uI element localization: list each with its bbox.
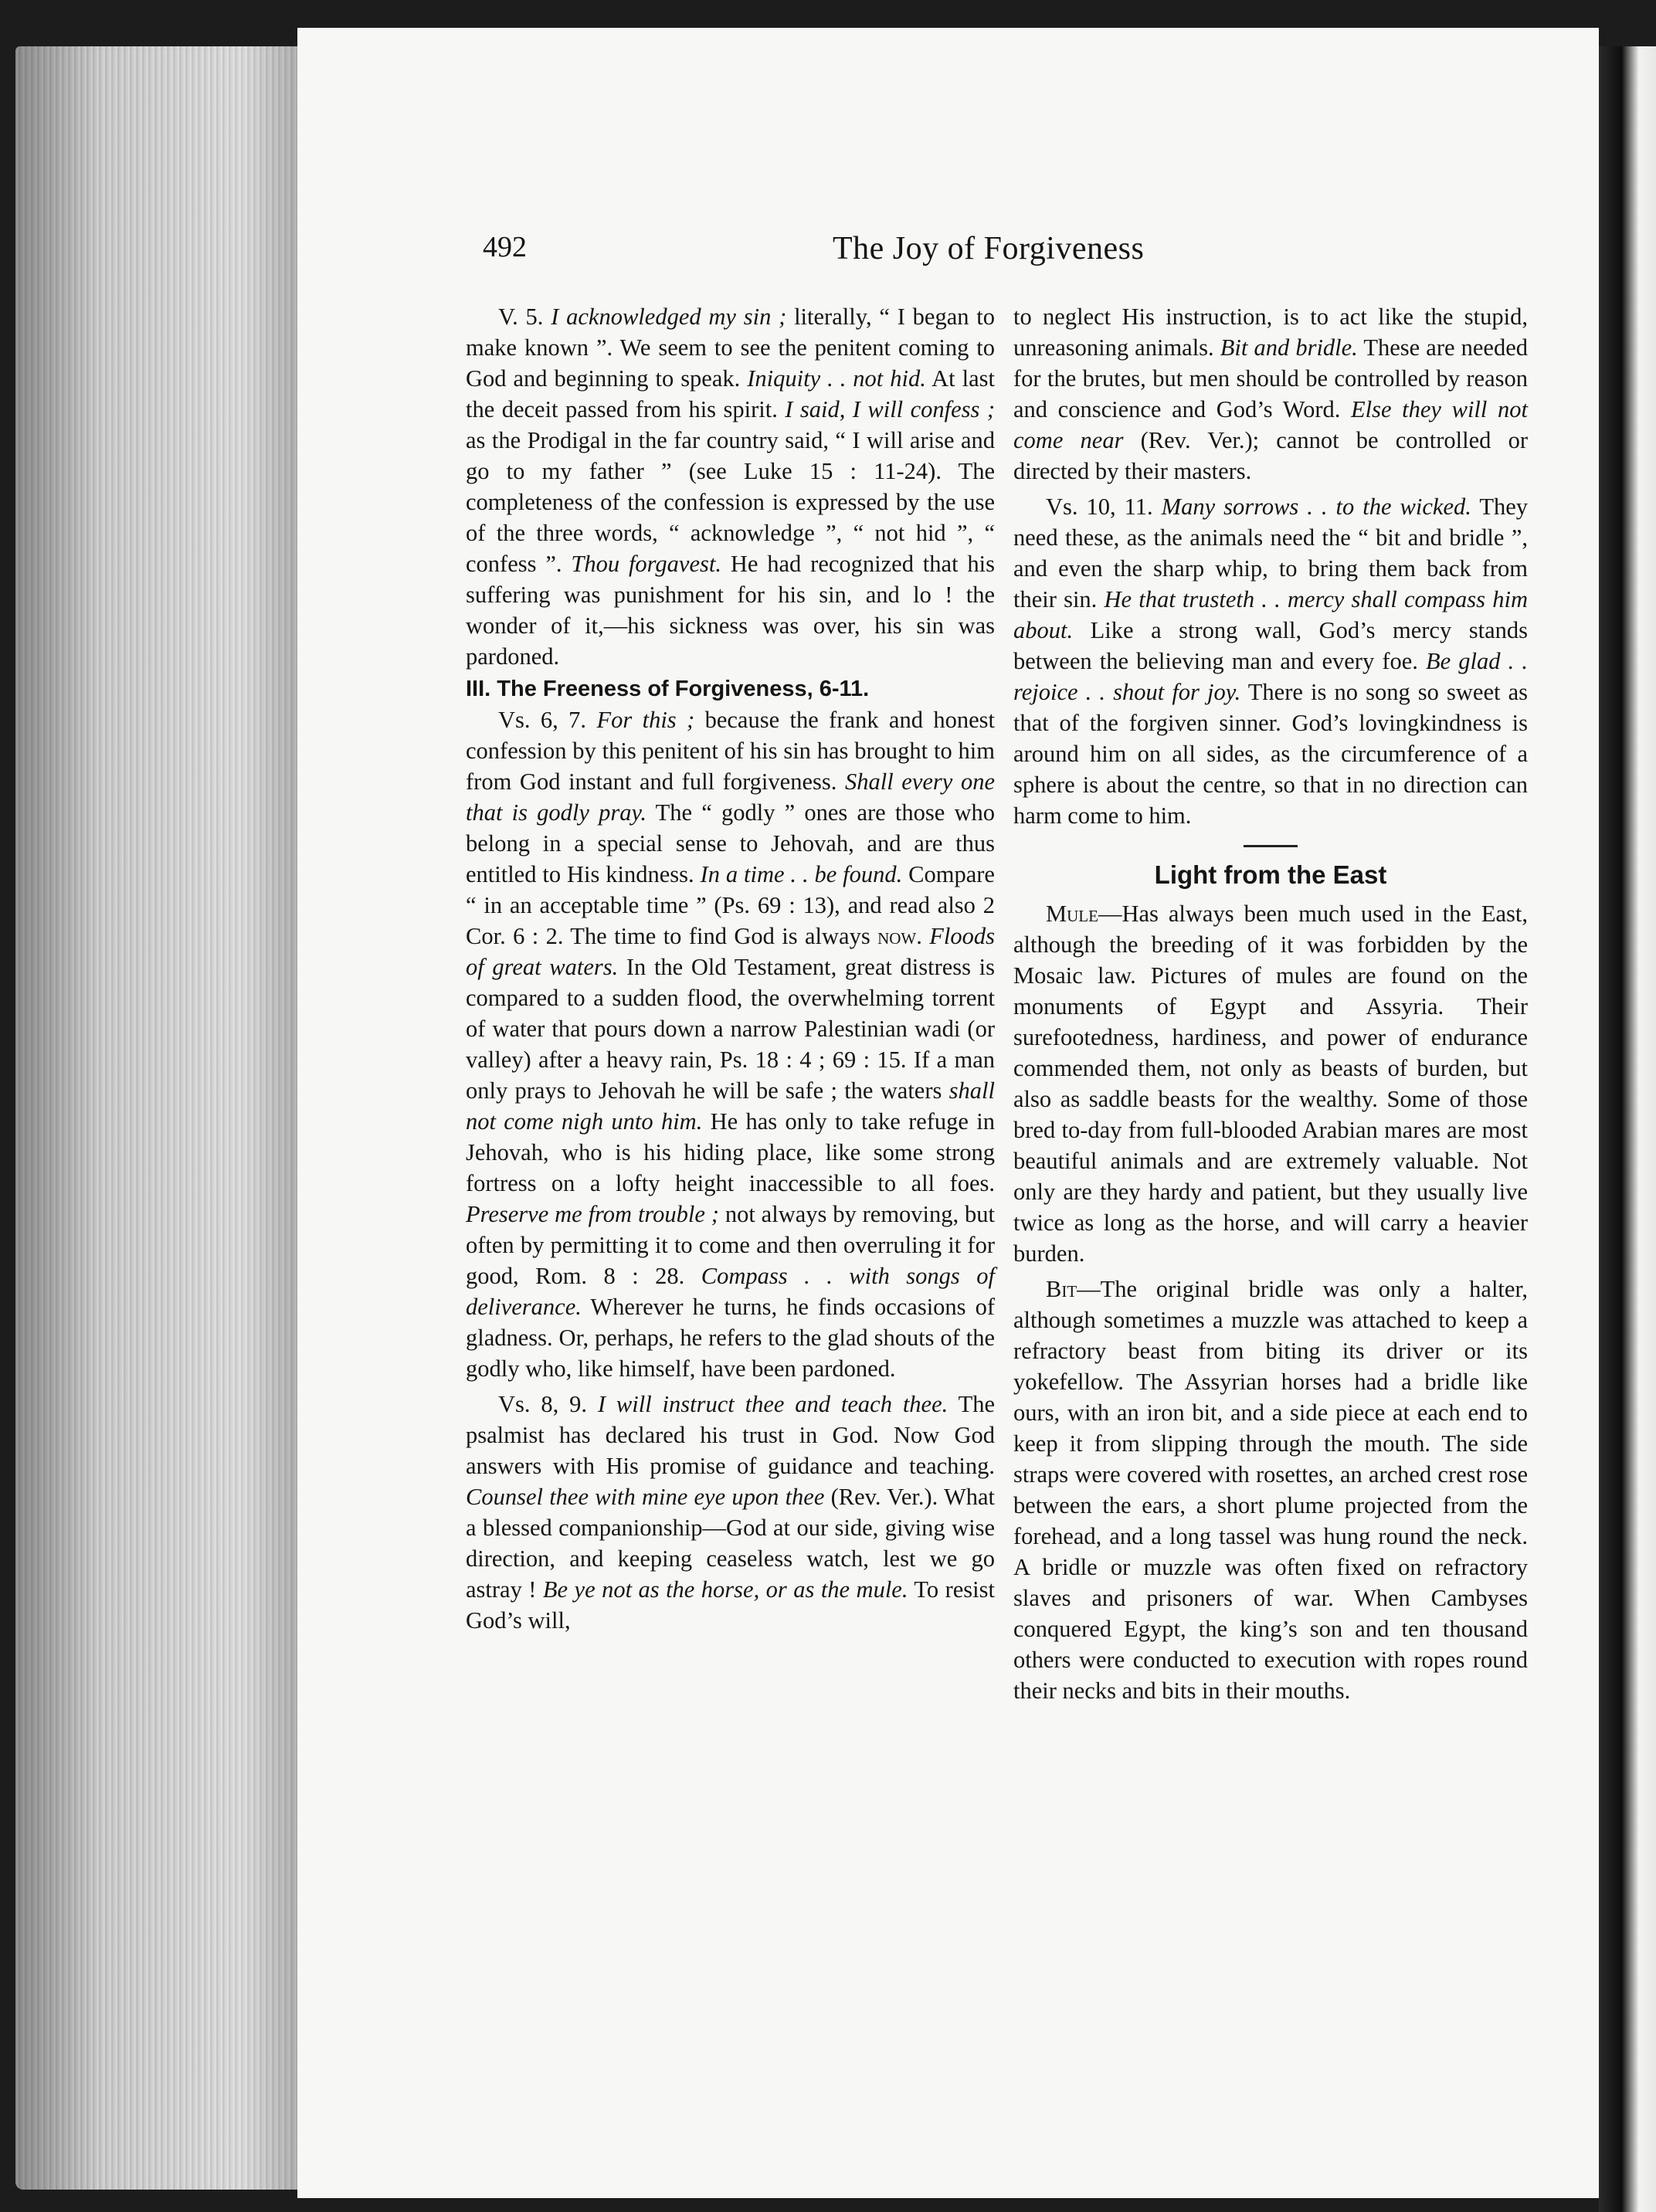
text-run: because the frank and honest confession by this penitent of his sin has brought to him from God instant and full forgiveness. [466, 707, 995, 795]
text-run: . [916, 923, 930, 949]
text-run: literally, “ I began to make known ”. We seem to see the penitent coming to God and beginning to speak. [466, 304, 995, 392]
text-run: Mule [1046, 901, 1098, 927]
page-header [483, 230, 1255, 276]
italic-text-run: Iniquity . . not hid. [747, 365, 926, 392]
section-heading: III. The Freeness of Forgiveness, 6-11. [466, 677, 870, 701]
text-run: Vs. 8, 9. [498, 1391, 598, 1417]
text-run: The “ godly ” ones are those who belong in a special sense to Jehovah, and are thus entitled to His kindness. [466, 799, 995, 887]
paragraph-verse-5 [466, 301, 995, 672]
italic-text-run: Shall every one that is godly pray. [466, 768, 995, 826]
italic-text-run: In a time . . be found. [700, 861, 903, 887]
italic-text-run: He that trusteth . . mercy shall compass him about. [1013, 586, 1528, 643]
text-run: Compare “ in an acceptable time ” (Ps. 69 : 13), and read also 2 Cor. 6 : 2. The time to find God is always [466, 861, 995, 949]
text-run: not always by removing, but often by permitting it to come and then overruling it for good, Rom. 8 : 28. [466, 1201, 995, 1289]
text-run: He has only to take refuge in Jehovah, who is his hiding place, like some strong fortress on a lofty height inaccessible to all foes. [466, 1108, 995, 1196]
running-title: The Joy of Forgiveness [833, 231, 1145, 266]
text-run: Wherever he turns, he finds occasions of gladness. Or, perhaps, he refers to the glad shouts of the godly who, like himself, have been pardoned. [466, 1294, 995, 1382]
text-run: (Rev. Ver.); cannot be controlled or directed by their masters. [1013, 427, 1528, 484]
paragraph-bit [1013, 1274, 1528, 1706]
italic-text-run: Bit and bridle. [1220, 334, 1358, 361]
italic-text-run: Thou forgavest. [571, 551, 721, 577]
italic-text-run: Counsel thee with mine eye upon thee [466, 1484, 825, 1510]
paragraph-verses-6-7 [466, 704, 995, 1384]
book-right-edge [1599, 46, 1656, 2212]
text-run: They need these, as the animals need the “ bit and bridle ”, and even the sharp whip, to bring them back from their sin. [1013, 494, 1528, 612]
text-run: Bit [1046, 1276, 1077, 1302]
section-divider [1244, 845, 1298, 847]
text-run: These are needed for the brutes, but men should be controlled by reason and conscience and God’s Word. [1013, 334, 1528, 422]
right-column [1013, 301, 1528, 1706]
italic-text-run: Be glad . . rejoice . . shout for joy. [1013, 648, 1528, 705]
text-run: Vs. 10, 11. [1046, 494, 1162, 520]
text-run: At last the deceit passed from his spirit. [466, 365, 995, 422]
italic-text-run: Floods of great waters. [466, 923, 995, 980]
text-run: The psalmist has declared his trust in God. Now God answers with His promise of guidance and teaching. [466, 1391, 996, 1479]
text-run: To resist God’s will, [466, 1576, 995, 1634]
italic-text-run: Be ye not as the horse, or as the mule. [542, 1576, 908, 1603]
book-edge-shadow [15, 46, 301, 2190]
text-run: There is no song so sweet as that of the forgiven sinner. God’s lovingkindness is around him on all sides, as the circumference of a sphere is about the centre, so that in no direction can harm come to him. [1013, 679, 1528, 829]
italic-text-run: Else they will not come near [1013, 396, 1528, 453]
paragraph-continued [1013, 301, 1528, 487]
text-run: In the Old Testament, great distress is compared to a sudden flood, the overwhelming torrent of water that pours down a narrow Palestinian wadi (or valley) after a heavy rain, Ps. 18 : 4 ; 69 : 15. If a man only prays to Jehovah he will be safe ; the waters [466, 954, 995, 1104]
italic-text-run: Preserve me from trouble ; [466, 1201, 719, 1227]
italic-text-run: I said, I will confess ; [785, 396, 995, 422]
text-run: He had recognized that his suffering was punishment for his sin, and lo ! the wonder of it,—his sickness was over, his sin was pardoned. [466, 551, 996, 670]
left-column [466, 301, 995, 1636]
page-number: 492 [483, 231, 527, 263]
text-run: Vs. 6, 7. [498, 707, 597, 733]
italic-text-run: I will instruct thee and teach thee. [597, 1391, 948, 1417]
italic-text-run: Compass . . with songs of deliverance. [466, 1263, 995, 1320]
italic-text-run: For this ; [596, 707, 695, 733]
italic-text-run: Many sorrows . . to the wicked. [1161, 494, 1471, 520]
text-run: V. 5. [498, 304, 551, 330]
paragraph-verses-8-9 [466, 1389, 995, 1636]
italic-text-run: I acknowledged my sin ; [551, 304, 787, 330]
light-from-the-east-heading: Light from the East [1154, 860, 1387, 889]
italic-text-run: shall not come nigh unto him. [466, 1077, 995, 1135]
text-run: now [877, 923, 917, 949]
text-run: to neglect His instruction, is to act like the stupid, unreasoning animals. [1013, 304, 1528, 361]
text-run: —Has always been much used in the East, although the breeding of it was forbidden by the Mosaic law. Pictures of mules are found on the monuments of Egypt and Assyria. Their surefootedness, hardiness, and power of endurance commended them, not only as beasts of burden, but also as saddle beasts for the wealthy. Some of those bred to-day from full-blooded Arabian mares are most beautiful animals and are extremely valuable. Not only are they hardy and patient, but they usually live twice as long as the horse, and will carry a heavier burden. [1013, 901, 1528, 1267]
text-run: as the Prodigal in the far country said, “ I will arise and go to my father ” (see Luke 15 : 11-24). The completeness of the confession is expressed by the use of the three words, “ acknowledge ”, “ not hid ”, “ confess ”. [466, 427, 995, 577]
paragraph-mule [1013, 898, 1528, 1269]
text-run: Like a strong wall, God’s mercy stands between the believing man and every foe. [1013, 617, 1528, 674]
paragraph-verses-10-11 [1013, 491, 1528, 831]
text-run: —The original bridle was only a halter, although sometimes a muzzle was attached to keep a refractory beast from biting its driver or its yokefellow. The Assyrian horses had a bridle like ours, with an iron bit, and a side piece at each end to keep it from slipping through the mouth. The side straps were covered with rosettes, an arched crest rose between the ears, a short plume projected from the forehead, and a long tassel was hung round the neck. A bridle or muzzle was often fixed on refractory slaves and prisoners of war. When Cambyses conquered Egypt, the king’s son and ten thousand others were conducted to execution with ropes round their necks and bits in their mouths. [1013, 1276, 1528, 1704]
text-run: (Rev. Ver.). What a blessed companionship—God at our side, giving wise direction, and keeping ceaseless watch, lest we go astray ! [466, 1484, 995, 1603]
